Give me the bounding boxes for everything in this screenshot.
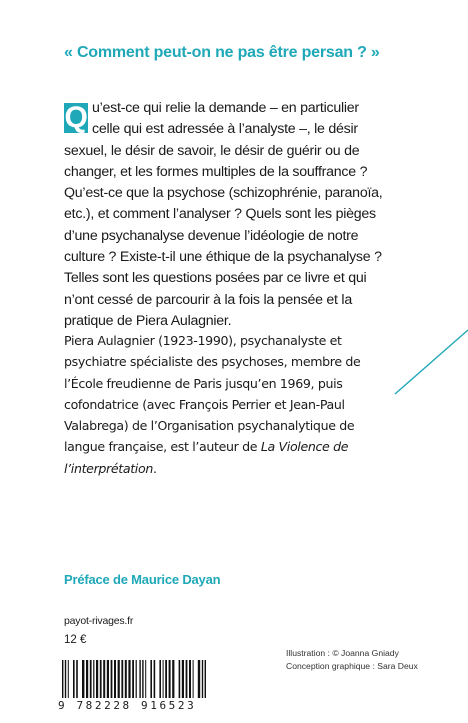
barcode-bar [179,660,181,698]
price: 12 € [64,634,87,646]
text-line: etc.), et comment l’analyser ? Quels sont les pièges [64,206,376,223]
text-line: culture ? Existe-t-il une éthique de la psychanalyse ? [64,249,382,266]
book-title: La Violence de [260,439,349,455]
author-bio-paragraph [64,330,412,479]
barcode-bar [125,660,127,698]
barcode-bar [172,660,174,698]
barcode-bar [118,660,120,698]
barcode-bar [132,660,134,698]
text-line: Qu’est-ce que la psychose (schizophrénie, paranoïa, [64,185,383,202]
text-line: Telles sont les questions posées par ce livre et qui [64,270,367,287]
text-segment: langue française, est l’auteur de [64,439,261,455]
text-segment: . [152,460,157,476]
barcode-bar [100,660,102,698]
barcode-bar [154,660,156,698]
barcode-bar [189,660,191,698]
barcode-bar [76,660,78,698]
barcode-bar [182,660,184,698]
barcode-bar [121,660,123,698]
barcode-bar [103,660,105,698]
text-line: Piera Aulagnier (1923-1990), psychanalyste et [64,333,342,348]
text-line: celle qui est adressée à l’analyste –, le désir [92,121,358,138]
barcode-bar [90,660,92,698]
barcode-bar [136,660,137,698]
barcode-bar [198,660,200,698]
barcode-bar [169,660,171,698]
text-line: psychiatre spécialiste des psychoses, membre de [64,354,361,370]
text-line [64,436,412,457]
design-credit: Conception graphique : Sara Deux [286,661,418,671]
barcode-bar [165,660,167,698]
barcode-bar [150,660,152,698]
text-line: pratique de Piera Aulagnier. [64,312,232,329]
barcode-bar [114,660,116,698]
publisher-website: payot-rivages.fr [64,615,134,627]
text-line: d’une psychanalyse devenue l’idéologie de notre [64,227,359,244]
pull-quote: « Comment peut-on ne pas être persan ? » [64,44,380,61]
cover-credits [286,647,418,673]
drop-cap: Q [64,101,88,134]
preface-credit: Préface de Maurice Dayan [64,572,221,587]
barcode-bar [96,660,98,698]
isbn-number: 9 782228 916523 [58,698,234,712]
barcode-bar [68,660,69,698]
text-line: Valabrega) de l’Organisation psychanalytique de [64,418,355,434]
text-line: changer, et les formes multiples de la souffrance ? [64,163,368,180]
barcode-bar [107,660,109,698]
text-line: u’est-ce qui relie la demande – en particulier [92,100,359,116]
summary-paragraph [64,98,412,332]
barcode-bar [193,660,194,698]
book-title: l’interprétation [64,460,153,476]
barcode-bar [93,660,94,698]
barcode-bar [159,660,161,698]
barcode-bar [111,660,113,698]
text-line: cofondatrice (avec François Perrier et Jean-Paul [64,396,345,412]
text-line: n’ont cessé de parcourir à la fois la pensée et la [64,291,352,308]
barcode-bar [73,660,75,698]
barcode-bar [128,660,130,698]
text-line: l’École freudienne de Paris jusqu’en 1969, puis [64,375,343,391]
barcode-bar [163,660,164,698]
barcode-bar [186,660,188,698]
barcode-bar [82,660,84,698]
barcode-bar [86,660,88,698]
barcode-bar [145,660,146,698]
text-line: sexuel, le désir de savoir, le désir de guérir ou de [64,142,360,159]
illustration-credit: Illustration : © Joanna Gniady [286,648,399,658]
text-line [64,458,412,479]
